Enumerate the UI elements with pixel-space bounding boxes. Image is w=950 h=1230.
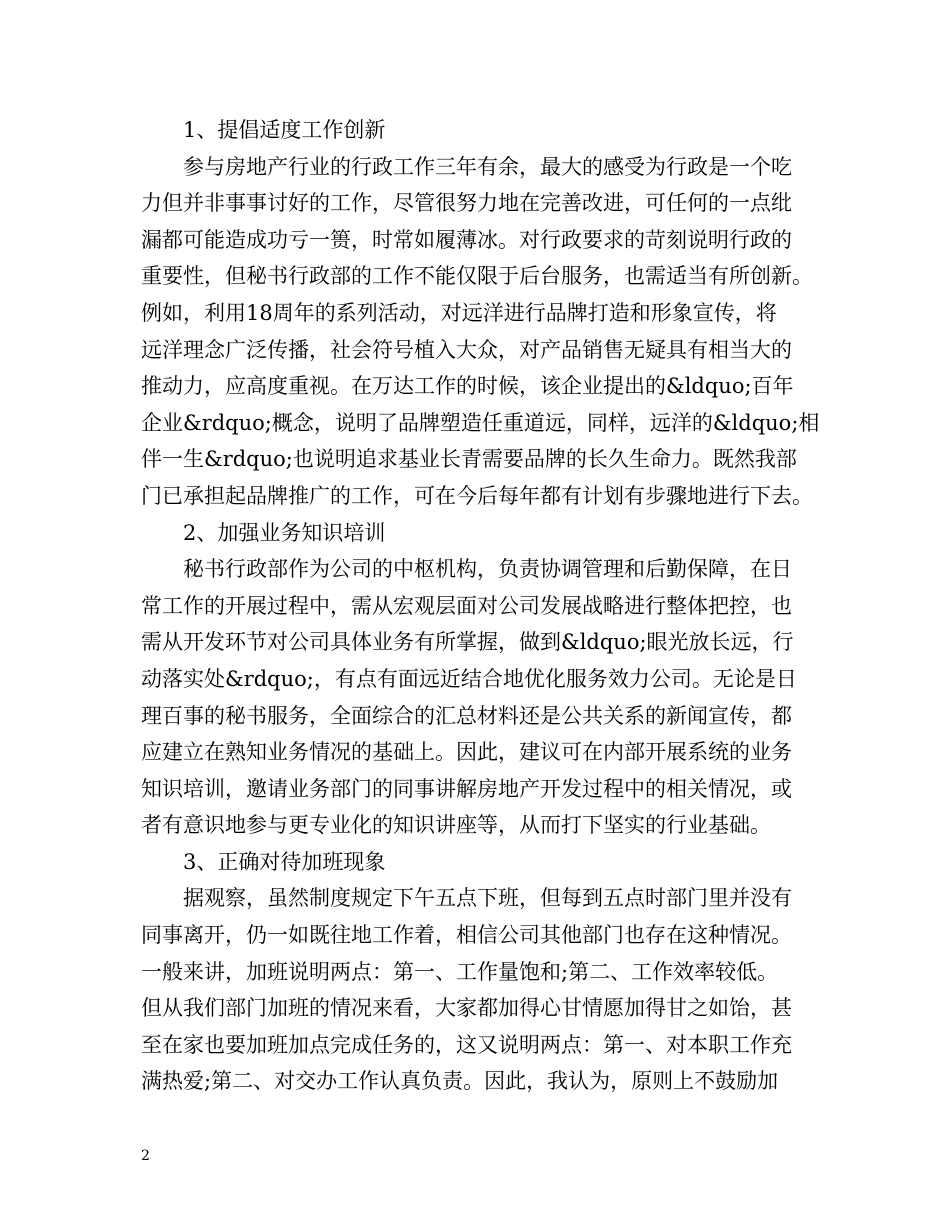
page-number: 2: [141, 1148, 150, 1164]
text-line: 应建立在熟知业务情况的基础上。因此，建议可在内部开展系统的业务: [141, 740, 792, 765]
text-line: 动落实处&rdquo;，有点有面远近结合地优化服务效力公司。无论是日: [141, 666, 797, 691]
text-line: 参与房地产行业的行政工作三年有余，最大的感受为行政是一个吃: [183, 154, 792, 179]
text-line: 重要性，但秘书行政部的工作不能仅限于后台服务，也需适当有所创新。: [141, 264, 813, 289]
text-line: 一般来讲，加班说明两点：第一、工作量饱和;第二、工作效率较低。: [141, 959, 779, 984]
document-body: [141, 112, 821, 1100]
text-line: 1、提倡适度工作创新: [183, 118, 386, 142]
text-line: 据观察，虽然制度规定下午五点下班，但每到五点时部门里并没有: [183, 886, 792, 911]
text-line: 者有意识地参与更专业化的知识讲座等，从而打下坚实的行业基础。: [141, 813, 771, 838]
text-line: 2、加强业务知识培训: [183, 520, 386, 545]
text-line: 远洋理念广泛传播，社会符号植入大众，对产品销售无疑具有相当大的: [141, 337, 792, 362]
text-line: 同事离开，仍一如既往地工作着，相信公司其他部门也存在这种情况。: [141, 923, 792, 948]
text-line: 但从我们部门加班的情况来看，大家都加得心甘情愿加得甘之如饴，甚: [141, 996, 792, 1021]
text-line: 秘书行政部作为公司的中枢机构，负责协调管理和后勤保障，在日: [183, 557, 792, 582]
text-line: 需从开发环节对公司具体业务有所掌握，做到&ldquo;眼光放长远，行: [141, 630, 794, 655]
text-line: 常工作的开展过程中，需从宏观层面对公司发展战略进行整体把控，也: [141, 593, 792, 618]
text-line: 漏都可能造成功亏一篑，时常如履薄冰。对行政要求的苛刻说明行政的: [141, 227, 792, 252]
text-line: 例如，利用18周年的系列活动，对远洋进行品牌打造和形象宣传，将: [141, 300, 777, 325]
text-line: 至在家也要加班加点完成任务的，这又说明两点：第一、对本职工作充: [141, 1032, 792, 1057]
text-line: 理百事的秘书服务，全面综合的汇总材料还是公共关系的新闻宣传，都: [141, 703, 792, 728]
text-line: 企业&rdquo;概念，说明了品牌塑造任重道远，同样，远洋的&ldquo;相: [141, 410, 820, 435]
text-line: 满热爱;第二、对交办工作认真负责。因此，我认为，原则上不鼓励加: [141, 1069, 779, 1094]
text-line: 知识培训，邀请业务部门的同事讲解房地产开发过程中的相关情况，或: [141, 776, 792, 801]
text-line: 推动力，应高度重视。在万达工作的时候，该企业提出的&ldquo;百年: [141, 374, 794, 399]
text-line: 伴一生&rdquo;也说明追求基业长青需要品牌的长久生命力。既然我部: [141, 447, 797, 472]
text-line: 力但并非事事讨好的工作，尽管很努力地在完善改进，可任何的一点纰: [141, 191, 792, 216]
text-line: 门已承担起品牌推广的工作，可在今后每年都有计划有步骤地进行下去。: [141, 483, 813, 508]
text-line: 3、正确对待加班现象: [183, 849, 386, 874]
